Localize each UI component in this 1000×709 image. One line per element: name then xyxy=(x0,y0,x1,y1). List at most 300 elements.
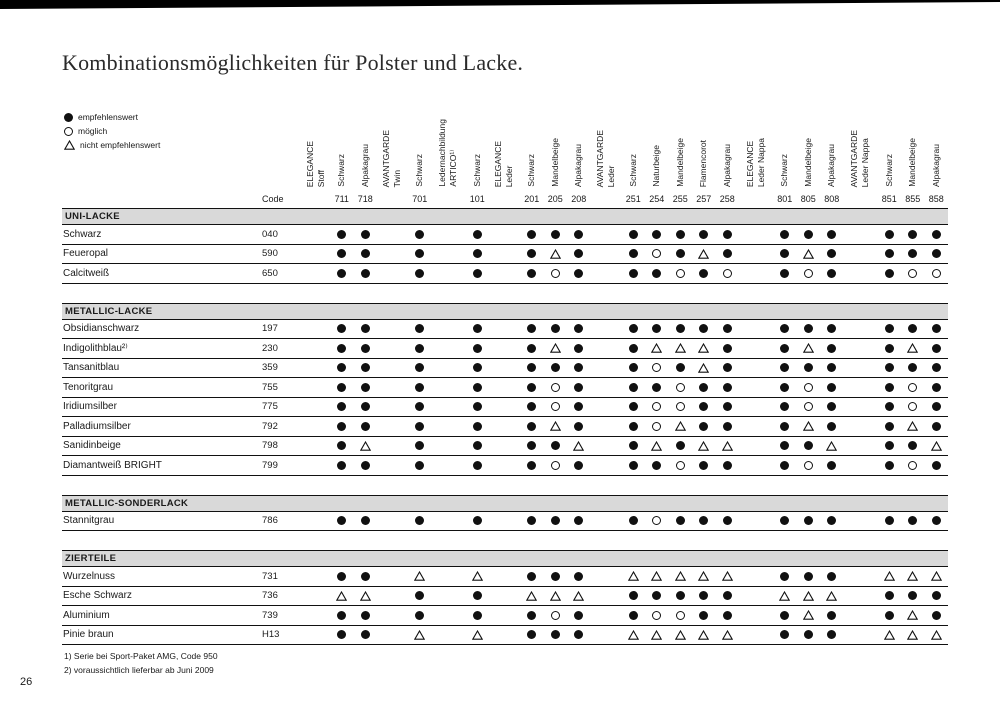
column-header xyxy=(901,90,925,190)
group-spacer-cell xyxy=(591,567,622,586)
symbol-cell xyxy=(669,567,693,586)
symbol-cell xyxy=(408,567,432,586)
group-spacer-cell xyxy=(591,225,622,244)
filled-circle-icon xyxy=(723,363,732,372)
symbol-cell xyxy=(925,264,949,283)
symbol-cell xyxy=(408,606,432,625)
filled-circle-icon xyxy=(551,441,560,450)
group-spacer-cell xyxy=(302,225,330,244)
filled-circle-icon xyxy=(723,249,732,258)
symbol-cell xyxy=(925,417,949,436)
symbol-cell xyxy=(797,339,821,358)
symbol-cell xyxy=(925,339,949,358)
filled-circle-icon xyxy=(415,344,424,353)
filled-circle-icon xyxy=(361,324,370,333)
symbol-cell xyxy=(330,437,354,456)
symbol-cell xyxy=(645,417,669,436)
row-name: Pinie braun xyxy=(63,629,114,641)
filled-circle-icon xyxy=(415,441,424,450)
symbol-cell xyxy=(622,512,646,531)
group-spacer-cell xyxy=(591,606,622,625)
triangle-icon xyxy=(698,571,709,581)
symbol-cell xyxy=(820,339,844,358)
symbol-cell xyxy=(567,320,591,339)
symbol-cell xyxy=(878,225,902,244)
symbol-cell xyxy=(901,587,925,606)
symbol-cell xyxy=(716,359,740,378)
filled-circle-icon xyxy=(699,611,708,620)
symbol-cell xyxy=(466,398,490,417)
symbol-cell xyxy=(820,245,844,264)
filled-circle-icon xyxy=(551,630,560,639)
group-spacer-cell xyxy=(377,339,408,358)
filled-circle-icon xyxy=(473,441,482,450)
filled-circle-icon xyxy=(780,461,789,470)
symbol-cell xyxy=(330,378,354,397)
group-spacer-cell xyxy=(377,417,408,436)
row-name: Sanidinbeige xyxy=(63,440,121,452)
filled-circle-icon xyxy=(908,249,917,258)
symbol-cell xyxy=(544,606,568,625)
page-title: Kombinationsmöglichkeiten für Polster und Lacke. xyxy=(62,50,524,75)
symbol-cell xyxy=(925,626,949,645)
symbol-cell xyxy=(408,417,432,436)
filled-circle-icon xyxy=(827,461,836,470)
section-bar xyxy=(62,495,948,512)
column-header xyxy=(622,90,646,190)
open-circle-icon xyxy=(676,383,685,392)
symbol-cell xyxy=(544,587,568,606)
group-spacer-cell xyxy=(739,245,773,264)
symbol-cell xyxy=(773,378,797,397)
symbol-cell xyxy=(520,512,544,531)
section-title: UNI-LACKE xyxy=(65,211,120,222)
open-circle-icon xyxy=(652,249,661,258)
filled-circle-icon xyxy=(723,324,732,333)
group-spacer-cell xyxy=(377,606,408,625)
symbol-cell xyxy=(645,456,669,475)
open-circle-icon xyxy=(908,269,917,278)
symbol-cell xyxy=(820,264,844,283)
symbol-cell xyxy=(901,626,925,645)
column-code: 808 xyxy=(824,194,840,204)
group-spacer-cell xyxy=(302,339,330,358)
group-spacer-cell xyxy=(844,245,878,264)
header-code-spacer xyxy=(258,90,302,190)
row-name: Tansanitblau xyxy=(63,362,120,374)
row-name: Aluminium xyxy=(63,609,110,621)
symbol-cell xyxy=(408,437,432,456)
symbol-cell xyxy=(645,606,669,625)
symbol-cell xyxy=(645,378,669,397)
column-header-label: Schwarz xyxy=(883,154,894,187)
symbol-cell xyxy=(354,512,378,531)
code-label: Code xyxy=(262,194,284,204)
symbol-cell xyxy=(669,437,693,456)
filled-circle-icon xyxy=(473,269,482,278)
column-header-label: Flamencorot xyxy=(698,139,709,187)
symbol-cell xyxy=(901,512,925,531)
triangle-icon xyxy=(360,441,371,451)
symbol-cell xyxy=(466,606,490,625)
symbol-cell xyxy=(520,606,544,625)
symbol-cell xyxy=(354,398,378,417)
group-spacer-cell xyxy=(432,359,466,378)
group-spacer-cell xyxy=(844,225,878,244)
filled-circle-icon xyxy=(629,611,638,620)
group-spacer-cell xyxy=(591,437,622,456)
symbol-cell xyxy=(544,626,568,645)
triangle-icon xyxy=(360,591,371,601)
filled-circle-icon xyxy=(337,402,346,411)
symbol-cell xyxy=(820,606,844,625)
filled-circle-icon xyxy=(527,269,536,278)
triangle-icon xyxy=(628,630,639,640)
group-spacer-cell xyxy=(739,378,773,397)
triangle-icon xyxy=(698,441,709,451)
filled-circle-icon xyxy=(676,591,685,600)
symbol-cell xyxy=(820,378,844,397)
filled-circle-icon xyxy=(723,402,732,411)
table-row xyxy=(62,378,948,398)
filled-circle-icon xyxy=(473,461,482,470)
symbol-cell xyxy=(925,567,949,586)
filled-circle-icon xyxy=(629,383,638,392)
group-spacer-cell xyxy=(844,626,878,645)
filled-circle-icon xyxy=(723,611,732,620)
symbol-cell xyxy=(716,339,740,358)
filled-circle-icon xyxy=(652,269,661,278)
column-header-label: Schwarz xyxy=(627,154,638,187)
group-spacer-cell xyxy=(489,339,520,358)
symbol-cell xyxy=(544,456,568,475)
symbol-cell xyxy=(520,225,544,244)
filled-circle-icon xyxy=(337,611,346,620)
group-spacer-cell xyxy=(432,225,466,244)
symbol-cell xyxy=(692,264,716,283)
symbol-cell xyxy=(622,320,646,339)
symbol-cell xyxy=(544,417,568,436)
filled-circle-icon xyxy=(780,422,789,431)
filled-circle-icon xyxy=(780,630,789,639)
symbol-cell xyxy=(466,587,490,606)
legend-item xyxy=(64,126,160,136)
group-spacer-cell xyxy=(739,359,773,378)
filled-circle-icon xyxy=(908,516,917,525)
filled-circle-icon xyxy=(337,249,346,258)
symbol-cell xyxy=(901,359,925,378)
symbol-cell xyxy=(466,378,490,397)
triangle-icon xyxy=(884,630,895,640)
triangle-icon xyxy=(526,591,537,601)
symbol-cell xyxy=(716,437,740,456)
symbol-cell xyxy=(520,626,544,645)
symbol-cell xyxy=(669,339,693,358)
filled-circle-icon xyxy=(527,402,536,411)
section-title: ZIERTEILE xyxy=(65,553,117,564)
row-code: 359 xyxy=(262,362,278,374)
symbol-cell xyxy=(354,359,378,378)
table-row xyxy=(62,320,948,340)
combination-table xyxy=(62,90,948,664)
row-code: 650 xyxy=(262,267,278,279)
open-circle-icon xyxy=(676,269,685,278)
filled-circle-icon xyxy=(527,630,536,639)
filled-circle-icon xyxy=(804,516,813,525)
symbol-cell xyxy=(797,225,821,244)
column-header-label: Naturbeige xyxy=(651,145,662,187)
legend-label: empfehlenswert xyxy=(78,112,139,122)
symbol-cell xyxy=(716,378,740,397)
group-spacer-cell xyxy=(591,339,622,358)
group-spacer-cell xyxy=(591,320,622,339)
open-circle-icon xyxy=(676,402,685,411)
symbol-cell xyxy=(330,417,354,436)
column-group-label-line: ELEGANCE xyxy=(744,140,755,187)
symbol-cell xyxy=(330,626,354,645)
symbol-cell xyxy=(567,339,591,358)
column-group-label-line: AVANTGARDE xyxy=(594,129,605,187)
symbol-cell xyxy=(520,264,544,283)
symbol-cell xyxy=(692,417,716,436)
filled-circle-icon xyxy=(574,461,583,470)
symbol-cell xyxy=(716,606,740,625)
column-code: 201 xyxy=(524,194,540,204)
symbol-cell xyxy=(692,378,716,397)
filled-circle-icon xyxy=(629,516,638,525)
filled-circle-icon xyxy=(527,344,536,353)
symbol-cell xyxy=(544,245,568,264)
symbol-cell xyxy=(925,456,949,475)
symbol-cell xyxy=(330,320,354,339)
column-header xyxy=(669,90,693,190)
symbol-cell xyxy=(797,264,821,283)
filled-circle-icon xyxy=(337,572,346,581)
symbol-cell xyxy=(669,225,693,244)
symbol-cell xyxy=(901,437,925,456)
filled-circle-icon xyxy=(780,269,789,278)
filled-circle-icon xyxy=(723,230,732,239)
column-header xyxy=(878,90,902,190)
filled-circle-icon xyxy=(527,441,536,450)
group-spacer-cell xyxy=(377,456,408,475)
filled-circle-icon xyxy=(629,344,638,353)
section-title: METALLIC-SONDERLACK xyxy=(65,497,189,509)
filled-circle-icon xyxy=(676,516,685,525)
column-header xyxy=(408,90,432,190)
symbol-cell xyxy=(520,398,544,417)
triangle-icon xyxy=(550,421,561,431)
filled-circle-icon xyxy=(908,230,917,239)
symbol-cell xyxy=(820,225,844,244)
symbol-cell xyxy=(669,245,693,264)
symbol-cell xyxy=(901,225,925,244)
row-code: 197 xyxy=(262,323,278,335)
symbol-cell xyxy=(622,225,646,244)
filled-circle-icon xyxy=(932,249,941,258)
filled-circle-icon xyxy=(932,422,941,431)
symbol-cell xyxy=(544,378,568,397)
symbol-cell xyxy=(716,264,740,283)
symbol-cell xyxy=(466,359,490,378)
symbol-cell xyxy=(797,606,821,625)
column-group-label xyxy=(844,90,878,190)
symbol-cell xyxy=(773,417,797,436)
symbol-cell xyxy=(878,264,902,283)
symbol-cell xyxy=(622,339,646,358)
filled-circle-icon xyxy=(652,461,661,470)
symbol-cell xyxy=(797,417,821,436)
filled-circle-icon xyxy=(652,591,661,600)
symbol-cell xyxy=(544,567,568,586)
symbol-cell xyxy=(820,587,844,606)
filled-circle-icon xyxy=(827,363,836,372)
triangle-icon xyxy=(907,571,918,581)
filled-circle-icon xyxy=(932,383,941,392)
column-group-label-line: AVANTGARDE xyxy=(849,129,860,187)
table-row xyxy=(62,437,948,457)
symbol-cell xyxy=(878,417,902,436)
group-spacer-cell xyxy=(844,567,878,586)
open-circle-icon xyxy=(551,383,560,392)
row-code: 775 xyxy=(262,401,278,413)
filled-circle-icon xyxy=(932,591,941,600)
triangle-icon xyxy=(698,630,709,640)
group-spacer-cell xyxy=(844,587,878,606)
triangle-icon xyxy=(573,441,584,451)
filled-circle-icon xyxy=(473,383,482,392)
symbol-cell xyxy=(466,626,490,645)
filled-circle-icon xyxy=(337,383,346,392)
row-code: 230 xyxy=(262,342,278,354)
symbol-cell xyxy=(901,245,925,264)
open-circle-icon xyxy=(676,611,685,620)
symbol-cell xyxy=(878,378,902,397)
symbol-cell xyxy=(520,417,544,436)
filled-circle-icon xyxy=(629,363,638,372)
filled-circle-icon xyxy=(574,516,583,525)
symbol-cell xyxy=(544,512,568,531)
group-spacer-cell xyxy=(432,606,466,625)
symbol-cell xyxy=(669,626,693,645)
symbol-cell xyxy=(925,225,949,244)
group-spacer-cell xyxy=(739,320,773,339)
filled-circle-icon xyxy=(361,572,370,581)
column-header xyxy=(354,90,378,190)
open-circle-icon xyxy=(551,269,560,278)
group-spacer-cell xyxy=(591,398,622,417)
group-spacer-cell xyxy=(739,456,773,475)
filled-circle-icon xyxy=(551,516,560,525)
filled-circle-icon xyxy=(780,572,789,581)
symbol-cell xyxy=(797,320,821,339)
symbol-cell xyxy=(669,417,693,436)
open-circle-icon xyxy=(804,402,813,411)
symbol-cell xyxy=(878,437,902,456)
filled-circle-icon xyxy=(574,344,583,353)
symbol-cell xyxy=(925,378,949,397)
filled-circle-icon xyxy=(804,630,813,639)
filled-circle-icon xyxy=(699,591,708,600)
triangle-icon xyxy=(931,630,942,640)
symbol-cell xyxy=(773,456,797,475)
filled-circle-icon xyxy=(415,324,424,333)
triangle-icon xyxy=(573,591,584,601)
column-header xyxy=(466,90,490,190)
footnote-1: 1) Serie bei Sport-Paket AMG, Code 950 xyxy=(64,651,218,661)
symbol-cell xyxy=(408,264,432,283)
filled-circle-icon xyxy=(629,591,638,600)
triangle-icon xyxy=(907,343,918,353)
filled-circle-icon xyxy=(527,324,536,333)
column-header-label: Schwarz xyxy=(414,154,425,187)
filled-circle-icon xyxy=(527,611,536,620)
symbol-cell xyxy=(544,225,568,244)
group-spacer-cell xyxy=(432,512,466,531)
filled-circle-icon xyxy=(574,324,583,333)
symbol-cell xyxy=(716,587,740,606)
filled-circle-icon xyxy=(473,422,482,431)
triangle-icon xyxy=(907,421,918,431)
triangle-icon xyxy=(550,343,561,353)
column-code: 858 xyxy=(928,194,944,204)
filled-circle-icon xyxy=(827,230,836,239)
group-spacer-cell xyxy=(377,225,408,244)
filled-circle-icon xyxy=(337,324,346,333)
symbol-cell xyxy=(692,512,716,531)
filled-circle-icon xyxy=(527,516,536,525)
column-group-label xyxy=(432,90,466,190)
group-spacer-cell xyxy=(844,264,878,283)
group-spacer-cell xyxy=(302,456,330,475)
open-circle-icon xyxy=(551,461,560,470)
symbol-cell xyxy=(901,606,925,625)
group-spacer-cell xyxy=(489,512,520,531)
group-spacer-cell xyxy=(844,398,878,417)
symbol-cell xyxy=(669,398,693,417)
group-spacer-cell xyxy=(377,245,408,264)
group-spacer-cell xyxy=(302,320,330,339)
symbol-cell xyxy=(408,245,432,264)
filled-circle-icon xyxy=(885,383,894,392)
symbol-cell xyxy=(901,378,925,397)
triangle-icon xyxy=(628,571,639,581)
symbol-cell xyxy=(567,512,591,531)
filled-circle-icon xyxy=(676,363,685,372)
symbol-cell xyxy=(878,320,902,339)
symbol-cell xyxy=(330,359,354,378)
filled-circle-icon xyxy=(574,611,583,620)
group-spacer-cell xyxy=(432,567,466,586)
symbol-cell xyxy=(408,512,432,531)
filled-circle-icon xyxy=(932,611,941,620)
symbol-cell xyxy=(716,417,740,436)
column-code: 718 xyxy=(357,194,373,204)
triangle-icon xyxy=(651,571,662,581)
open-circle-icon xyxy=(908,402,917,411)
column-header xyxy=(773,90,797,190)
symbol-cell xyxy=(716,567,740,586)
filled-circle-icon xyxy=(527,422,536,431)
filled-circle-icon xyxy=(361,516,370,525)
triangle-icon xyxy=(698,343,709,353)
filled-circle-icon xyxy=(780,324,789,333)
filled-circle-icon xyxy=(885,461,894,470)
symbol-cell xyxy=(645,339,669,358)
filled-circle-icon xyxy=(361,269,370,278)
open-circle-icon xyxy=(652,611,661,620)
column-group-label xyxy=(377,90,408,190)
